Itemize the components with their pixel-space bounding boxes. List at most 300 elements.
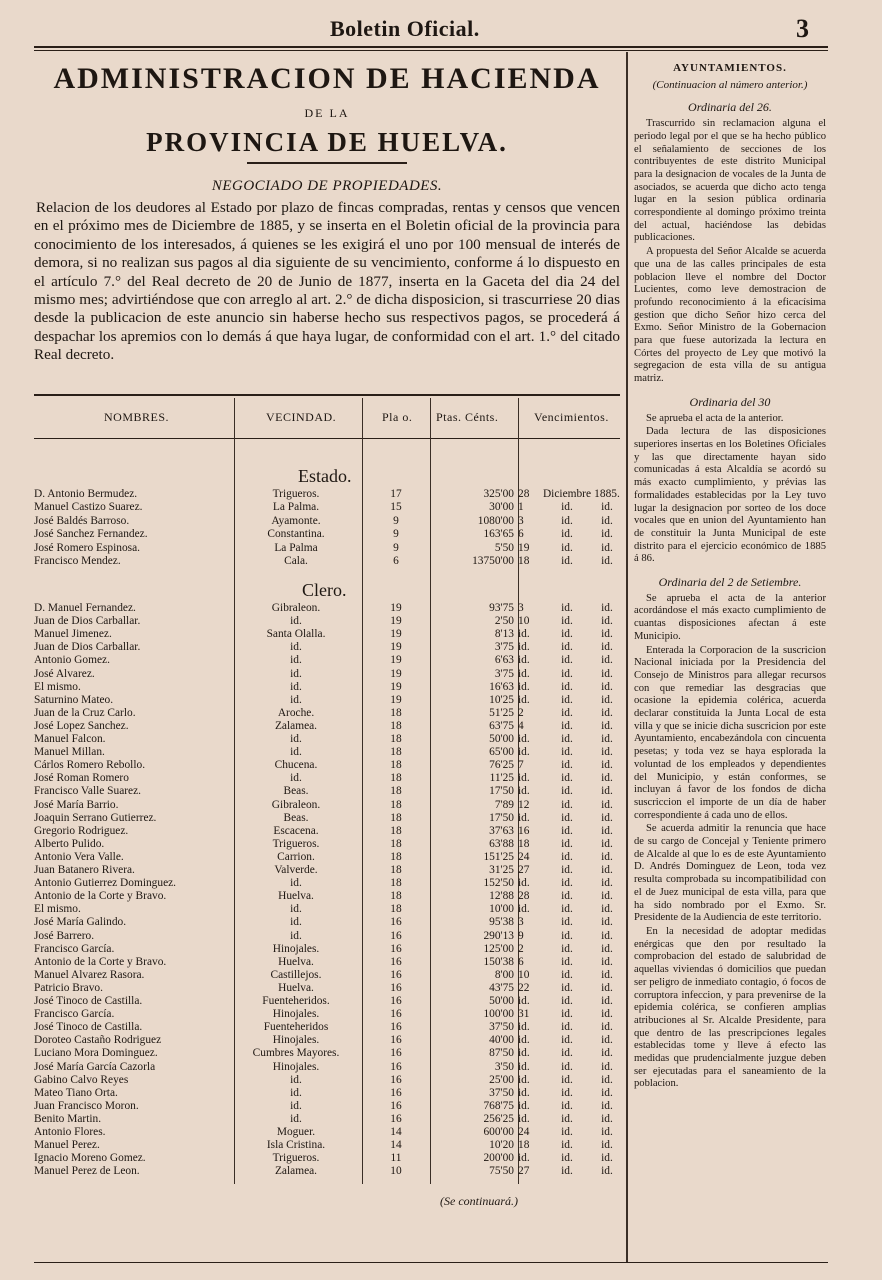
- due-day: 18: [518, 1139, 530, 1152]
- due-year: id.: [601, 785, 613, 798]
- bottom-rule: [34, 1262, 828, 1263]
- due-month: id.: [561, 1126, 573, 1138]
- due-year: id.: [601, 1034, 613, 1047]
- plazo: 18: [390, 785, 402, 798]
- table-row: [34, 969, 620, 982]
- table-row: [34, 681, 620, 694]
- due-day: id.: [518, 1099, 530, 1112]
- due-month: id.: [561, 1112, 573, 1125]
- amount: 152'50: [483, 877, 514, 890]
- due-day: id.: [518, 1060, 530, 1073]
- vecindad: Huelva.: [278, 955, 314, 968]
- table-row: [34, 1008, 620, 1021]
- due-day: id.: [518, 1021, 530, 1034]
- amount: 51'25: [489, 706, 514, 719]
- debtor-name: José Lopez Sanchez.: [34, 719, 129, 732]
- due-day: id.: [518, 733, 530, 745]
- amount: 163'65: [483, 528, 514, 541]
- vecindad: id.: [290, 1073, 302, 1086]
- table-row: [34, 851, 620, 864]
- due-day: 27: [518, 1165, 530, 1178]
- due-day: id.: [518, 746, 530, 759]
- vecindad: Zalamea.: [274, 719, 318, 732]
- due-year: id.: [601, 654, 613, 667]
- due-year: id.: [601, 772, 613, 785]
- vecindad: id.: [290, 877, 302, 890]
- plazo: 16: [390, 1034, 402, 1047]
- due-day: id.: [518, 1086, 530, 1099]
- amount: 63'88: [489, 837, 514, 850]
- table-row: [34, 1165, 620, 1178]
- due-month: id.: [561, 667, 573, 680]
- table-header: [34, 398, 620, 470]
- vecindad: Fuenteheridos: [263, 1021, 329, 1034]
- vecindad: id.: [290, 693, 302, 706]
- plazo: 10: [390, 1165, 402, 1178]
- due-month: id.: [561, 1073, 573, 1086]
- vecindad: id.: [290, 916, 302, 929]
- session-paragraph: Se aprueba el acta de la anterior.: [646, 412, 784, 424]
- due-year: id.: [601, 890, 613, 903]
- vecindad: Trigueros.: [272, 1152, 320, 1165]
- plazo: 18: [390, 746, 402, 759]
- due-year: id.: [601, 903, 613, 916]
- plazo: 19: [390, 641, 402, 654]
- plazo: 16: [390, 942, 402, 955]
- page-number: 3: [796, 14, 809, 43]
- due-year: id.: [601, 733, 613, 745]
- amount: 11'25: [489, 772, 514, 785]
- session-paragraph: Se aprueba el acta de la anterior acordándose el más exacto cumplimiento de cuantas disposiciones afectan á este Municipio.: [634, 592, 826, 642]
- due-year: id.: [601, 759, 613, 772]
- due-month: id.: [561, 824, 573, 837]
- table-row: [34, 890, 620, 903]
- due-year: id.: [601, 693, 613, 706]
- due-month: id.: [561, 733, 573, 745]
- amount: 76'25: [489, 759, 514, 772]
- plazo: 18: [390, 798, 402, 811]
- due-month: id.: [561, 903, 573, 916]
- plazo: 16: [390, 929, 402, 942]
- due-month: id.: [561, 1047, 573, 1060]
- due-month: id.: [561, 929, 573, 942]
- amount: 50'00: [489, 733, 514, 745]
- due-year: id.: [601, 877, 613, 890]
- session-subtitle: Ordinaria del 2 de Setiembre.: [658, 575, 802, 590]
- plazo: 19: [390, 693, 402, 706]
- plazo: 16: [390, 955, 402, 968]
- due-month: id.: [561, 602, 573, 614]
- table-row: [34, 515, 620, 528]
- due-day: 2: [518, 942, 524, 955]
- due-year: id.: [601, 514, 613, 527]
- due-month: id.: [561, 1165, 573, 1178]
- vecindad: Beas.: [283, 811, 309, 824]
- due-day: id.: [518, 785, 530, 798]
- amount: 8'00: [494, 968, 514, 981]
- vecindad: Zalamea.: [274, 1165, 318, 1178]
- due-year: id.: [601, 680, 613, 693]
- plazo: 16: [390, 1021, 402, 1034]
- vecindad: Hinojales.: [272, 942, 320, 955]
- table-row: [34, 602, 620, 615]
- due-day: 18: [518, 555, 530, 567]
- due-year: id.: [601, 641, 613, 654]
- due-year: id.: [601, 981, 613, 994]
- due-day: id.: [518, 877, 530, 890]
- amount: 325'00: [483, 488, 514, 500]
- due-month: Diciembre: [542, 488, 592, 500]
- table-row: [34, 641, 620, 654]
- plazo: 9: [393, 528, 399, 541]
- debtor-name: Benito Martin.: [34, 1112, 102, 1125]
- due-month: id.: [561, 850, 573, 863]
- table-row: [34, 1087, 620, 1100]
- plazo: 18: [390, 864, 402, 876]
- due-month: id.: [561, 772, 573, 785]
- table-row: [34, 668, 620, 681]
- header-title: Boletin Oficial.: [330, 16, 480, 41]
- debtor-name: Manuel Jimenez.: [34, 628, 112, 641]
- due-year: id.: [601, 1086, 613, 1099]
- due-day: 10: [518, 615, 530, 628]
- debtor-name: El mismo.: [34, 680, 81, 693]
- amount: 65'00: [489, 746, 514, 759]
- amount: 1080'00: [477, 514, 514, 527]
- due-month: id.: [561, 1021, 573, 1034]
- plazo: 16: [390, 1086, 402, 1099]
- due-year: id.: [601, 719, 613, 732]
- session-paragraph: Se acuerda admitir la renuncia que hace de su cargo de Concejal y Teniente primero de Alcalde al que lo es de este Ayuntamiento D. Andrés Dominguez de Leon, toda vez resulta comprobada su incompatibilidad con el de Juez municipal de esta villa, para que ha sido nombrado por el Exmo. Sr. Presidente de la Audiencia de este territorio.: [634, 823, 826, 924]
- due-year: id.: [601, 850, 613, 863]
- due-year: id.: [601, 628, 613, 641]
- due-month: id.: [561, 654, 573, 667]
- due-month: id.: [561, 890, 573, 903]
- due-day: 22: [518, 981, 530, 994]
- amount: 40'00: [489, 1034, 514, 1047]
- due-month: id.: [561, 1034, 573, 1047]
- table-row: [34, 528, 620, 541]
- due-day: id.: [518, 1112, 530, 1125]
- amount: 25'00: [489, 1073, 514, 1086]
- due-day: 24: [518, 850, 530, 863]
- due-year: id.: [601, 1073, 613, 1086]
- table-row: [34, 733, 620, 746]
- provincia-title: PROVINCIA DE HUELVA.: [146, 127, 508, 157]
- plazo: 18: [390, 877, 402, 890]
- header-rule-thin: [34, 50, 828, 51]
- header-ptas: Ptas. Cénts.: [436, 410, 499, 424]
- vecindad: Valverde.: [274, 864, 318, 876]
- due-year: id.: [601, 1165, 613, 1178]
- column-divider: [626, 52, 628, 1262]
- amount: 37'50: [489, 1021, 514, 1034]
- vecindad: Moguer.: [276, 1126, 316, 1138]
- plazo: 15: [390, 501, 402, 514]
- plazo: 18: [390, 811, 402, 824]
- due-day: id.: [518, 903, 530, 916]
- table-row: [34, 615, 620, 628]
- amount: 3'50: [494, 1060, 514, 1073]
- amount: 6'63: [494, 654, 514, 667]
- due-day: 2: [518, 706, 524, 719]
- amount: 600'00: [483, 1126, 514, 1138]
- debtor-name: Antonio de la Corte y Bravo.: [34, 955, 167, 968]
- due-day: id.: [518, 1073, 530, 1086]
- plazo: 16: [390, 1047, 402, 1060]
- vecindad: Hinojales.: [272, 1034, 320, 1047]
- vecindad: Fuenteheridos.: [262, 995, 330, 1007]
- debtor-name: Patricio Bravo.: [34, 981, 103, 994]
- due-month: id.: [561, 864, 573, 876]
- debtor-name: Antonio Flores.: [34, 1126, 106, 1138]
- debtor-name: Antonio Gomez.: [34, 654, 110, 667]
- plazo: 16: [390, 1008, 402, 1021]
- negociado-heading: NEGOCIADO DE PROPIEDADES.: [211, 178, 443, 194]
- vecindad: Hinojales.: [272, 1008, 320, 1021]
- vecindad: Cala.: [284, 555, 308, 567]
- due-month: id.: [561, 514, 573, 527]
- debtor-name: José María Barrio.: [34, 798, 119, 811]
- plazo: 19: [390, 615, 402, 628]
- vecindad: Huelva.: [278, 981, 314, 994]
- title-rule: [247, 162, 407, 164]
- plazo: 18: [390, 903, 402, 916]
- amount: 16'63: [489, 680, 514, 693]
- due-day: 31: [518, 1008, 530, 1021]
- due-day: id.: [518, 811, 530, 824]
- due-year: id.: [601, 706, 613, 719]
- vecindad: Cumbres Mayores.: [252, 1047, 340, 1060]
- debtor-name: José Sanchez Fernandez.: [34, 528, 148, 541]
- amount: 3'75: [494, 667, 514, 680]
- plazo: 14: [390, 1139, 402, 1152]
- table-row: [34, 1021, 620, 1034]
- due-month: id.: [561, 798, 573, 811]
- table-row: [34, 488, 620, 501]
- debtor-name: Francisco García.: [34, 942, 115, 955]
- header-vencimientos: Vencimientos.: [534, 410, 609, 424]
- vecindad: id.: [290, 929, 302, 942]
- due-day: 3: [518, 916, 524, 929]
- plazo: 19: [390, 667, 402, 680]
- debtor-name: Juan Batanero Rivera.: [34, 864, 135, 876]
- table-row: [34, 785, 620, 798]
- debtor-name: D. Antonio Bermudez.: [34, 488, 138, 500]
- due-year: id.: [601, 528, 613, 541]
- plazo: 19: [390, 680, 402, 693]
- due-day: id.: [518, 772, 530, 785]
- session-paragraph: Enterada la Corporacion de la suscricion Nacional iniciada por la Presidencia del Consejo de Ministros para allegar recursos con que remediar las desgracias que ocasione la epidemia colérica, acuerda declarar constituida la Junta Local de esta villa y que se inicie dicha suscricion por este Ayuntamiento, encabezándola con cincuenta pesetas; y toda vez se haya esplorada la voluntad de los empleados y dependientes del Municipio, y están conformes, se incluyan á favor de los fondos de dicha suscriccion el importe de un día de haber correspondiente á cada uno de ellos.: [634, 644, 826, 821]
- due-month: id.: [561, 1060, 573, 1073]
- amount: 151'25: [483, 850, 514, 863]
- due-day: 12: [518, 798, 530, 811]
- right-column: [634, 62, 826, 1092]
- amount: 13750'00: [472, 555, 514, 567]
- due-year: id.: [601, 968, 613, 981]
- debtor-name: D. Manuel Fernandez.: [34, 602, 136, 614]
- session-paragraph: Trascurrido sin reclamacion alguna el periodo legal por el que se ha hecho público el señalamiento de secciones de los contribuyentes de este distrito Municipal para la designacion de vocales de la Junta de asociados, se acuerda que dicho acto tenga lugar en la sesion pública ordinaria correspondiente al domingo próximo treinta del actual, haciéndose las debidas publicaciones.: [634, 118, 826, 244]
- vecindad: id.: [290, 772, 302, 785]
- ayuntamientos-heading: AYUNTAMIENTOS.: [673, 62, 787, 74]
- vecindad: Trigueros.: [272, 837, 320, 850]
- due-month: id.: [561, 706, 573, 719]
- due-month: id.: [561, 719, 573, 732]
- due-day: id.: [518, 1034, 530, 1047]
- vecindad: id.: [290, 1099, 302, 1112]
- due-month: id.: [561, 968, 573, 981]
- header-rule: [34, 46, 828, 48]
- amount: 95'38: [489, 916, 514, 929]
- debtor-name: Manuel Millan.: [34, 746, 105, 759]
- debtor-name: Antonio Gutierrez Dominguez.: [34, 877, 177, 890]
- due-month: id.: [561, 628, 573, 641]
- due-year: id.: [601, 1152, 613, 1165]
- amount: 12'88: [489, 890, 514, 903]
- due-year: id.: [601, 1099, 613, 1112]
- table-top-rule: [34, 394, 620, 396]
- due-day: 27: [518, 864, 530, 876]
- debtor-name: Francisco Mendez.: [34, 555, 121, 567]
- table-row: [34, 930, 620, 943]
- due-month: id.: [561, 555, 573, 567]
- amount: 37'50: [489, 1086, 514, 1099]
- plazo: 16: [390, 1112, 402, 1125]
- due-day: 7: [518, 759, 524, 772]
- debtor-name: José María Galindo.: [34, 916, 127, 929]
- plazo: 14: [390, 1126, 402, 1138]
- table-row: [34, 694, 620, 707]
- table-row: [34, 916, 620, 929]
- due-year: id.: [601, 1112, 613, 1125]
- due-year: id.: [601, 555, 613, 567]
- debtor-name: José María García Cazorla: [34, 1060, 156, 1073]
- table-row: [34, 995, 620, 1008]
- plazo: 18: [390, 733, 402, 745]
- due-year: id.: [601, 501, 613, 514]
- plazo: 16: [390, 1073, 402, 1086]
- due-year: id.: [601, 602, 613, 614]
- due-year: id.: [601, 942, 613, 955]
- debtor-name: Luciano Mora Dominguez.: [34, 1047, 158, 1060]
- plazo: 16: [390, 1060, 402, 1073]
- due-day: id.: [518, 628, 530, 641]
- vecindad: id.: [290, 1112, 302, 1125]
- table-row: [34, 982, 620, 995]
- amount: 63'75: [489, 719, 514, 732]
- due-day: 3: [518, 514, 524, 527]
- due-day: 28: [518, 488, 530, 500]
- amount: 37'63: [489, 824, 514, 837]
- session-subtitle: Ordinaria del 30: [689, 394, 771, 409]
- table-row: [34, 943, 620, 956]
- session-paragraph: Dada lectura de las disposiciones superiores insertas en los Boletines Oficiales y las que directamente hayan sido comunicadas á esta Alcaldía se acordó su más exacto cumplimiento, y prévias las formalidades establecidas por la Ley tuvo lugar la designacion por sorteo de los doce vocales que en union del Ayuntamiento han de constituir la Junta Municipal de este distrito para el ejercicio económico de 1885 á 86.: [634, 426, 826, 565]
- amount: 768'75: [483, 1099, 514, 1112]
- session-paragraph: En la necesidad de adoptar medidas enérgicas que den por resultado la comprobacion del estado de salubridad de aquellas viviendas ó domicilios que puedan ser peligro de inmediato contagio, ó focos de corruptora infeccion, y para prevenirse de la epidemia colérica, se confieren amplias atribuciones al Sr. Alcalde Presidente, para que dentro de las prescripciones legales establecidas tome y lleve á efecto las medidas que prudencialmente juzgue deben ser ejecutadas para el saneamiento de la poblacion.: [634, 926, 826, 1090]
- left-column: [34, 60, 620, 365]
- vecindad: Hinojales.: [272, 1060, 320, 1073]
- debtor-name: Antonio de la Corte y Bravo.: [34, 890, 167, 903]
- debtor-name: Saturnino Mateo.: [34, 693, 114, 706]
- due-month: id.: [561, 877, 573, 890]
- due-month: id.: [561, 916, 573, 929]
- vecindad: id.: [290, 733, 302, 745]
- plazo: 18: [390, 890, 402, 903]
- table-row: [34, 1061, 620, 1074]
- table-row: [34, 555, 620, 568]
- due-day: 9: [518, 929, 524, 942]
- table-row: [34, 1113, 620, 1126]
- amount: 290'13: [483, 929, 514, 942]
- plazo: 19: [390, 628, 402, 641]
- debtor-name: Joaquin Serrano Gutierrez.: [34, 811, 157, 824]
- debtor-name: Juan de Dios Carballar.: [34, 641, 141, 654]
- due-year: id.: [601, 916, 613, 929]
- amount: 256'25: [483, 1112, 514, 1125]
- debtor-name: José Barrero.: [34, 929, 95, 942]
- session-subtitle: Ordinaria del 26.: [688, 100, 772, 115]
- debtor-name: Juan de Dios Carballar.: [34, 615, 141, 628]
- header-plazo: Pla o.: [382, 410, 413, 424]
- due-day: 28: [518, 890, 530, 903]
- due-year: id.: [601, 995, 613, 1007]
- vecindad: Santa Olalla.: [266, 628, 326, 641]
- debtor-name: Gabino Calvo Reyes: [34, 1073, 129, 1086]
- amount: 10'00: [489, 903, 514, 916]
- relacion-paragraph: Relacion de los deudores al Estado por plazo de fincas compradas, rentas y censos que vencen en el próximo mes de Diciembre de 1885, y se inserta en el Boletin oficial de la provincia para conocimiento de los interesados, á quienes se les exigirá el uno por 100 mensual de interés de demora, si no realizan sus pagos al dia siguiente de su vencimiento, conforme á lo dispuesto en el artículo 7.° del Real decreto de 20 de Junio de 1877, inserta en la Gaceta del dia 24 del mismo mes; advirtiéndose que con arreglo al art. 2.° de dicha disposicion, si trascurriese 20 dias desde la publicacion de este anuncio sin haberse hecho sus respectivos pagos, se procederá á despachar los apremios con lo demás á que haya lugar, de conformidad con el art. 1.° del citado Real decreto.: [34, 199, 620, 364]
- due-month: id.: [561, 1086, 573, 1099]
- due-year: 1885.: [594, 488, 620, 500]
- due-day: 6: [518, 955, 524, 968]
- plazo: 18: [390, 719, 402, 732]
- amount: 30'00: [489, 501, 514, 514]
- amount: 10'20: [489, 1139, 514, 1152]
- amount: 7'89: [494, 798, 514, 811]
- debtor-name: Manuel Perez de Leon.: [34, 1165, 140, 1178]
- vecindad: Ayamonte.: [271, 514, 321, 527]
- amount: 100'00: [483, 1008, 514, 1021]
- due-year: id.: [601, 837, 613, 850]
- plazo: 18: [390, 706, 402, 719]
- due-year: id.: [601, 1060, 613, 1073]
- debtor-name: El mismo.: [34, 903, 81, 916]
- due-day: id.: [518, 693, 530, 706]
- amount: 8'13: [494, 628, 514, 641]
- plazo: 16: [390, 981, 402, 994]
- amount: 3'75: [494, 641, 514, 654]
- debtor-name: José Roman Romero: [34, 772, 129, 785]
- table-row: [34, 654, 620, 667]
- due-day: 16: [518, 824, 530, 837]
- right-blocks: [634, 101, 826, 1091]
- due-year: id.: [601, 1021, 613, 1034]
- table-row: [34, 1139, 620, 1152]
- debtor-name: Manuel Alvarez Rasora.: [34, 968, 145, 981]
- due-month: id.: [561, 541, 573, 554]
- due-year: id.: [601, 1047, 613, 1060]
- amount: 50'00: [489, 995, 514, 1007]
- due-month: id.: [561, 785, 573, 798]
- continuara: (Se continuará.): [440, 1194, 518, 1208]
- amount: 93'75: [489, 602, 514, 614]
- due-day: 10: [518, 968, 530, 981]
- vecindad: Chucena.: [274, 759, 318, 772]
- due-day: id.: [518, 995, 530, 1007]
- debtor-name: Antonio Vera Valle.: [34, 850, 124, 863]
- amount: 75'50: [489, 1165, 514, 1178]
- debtor-name: José Baldés Barroso.: [34, 514, 130, 527]
- due-month: id.: [561, 1139, 573, 1152]
